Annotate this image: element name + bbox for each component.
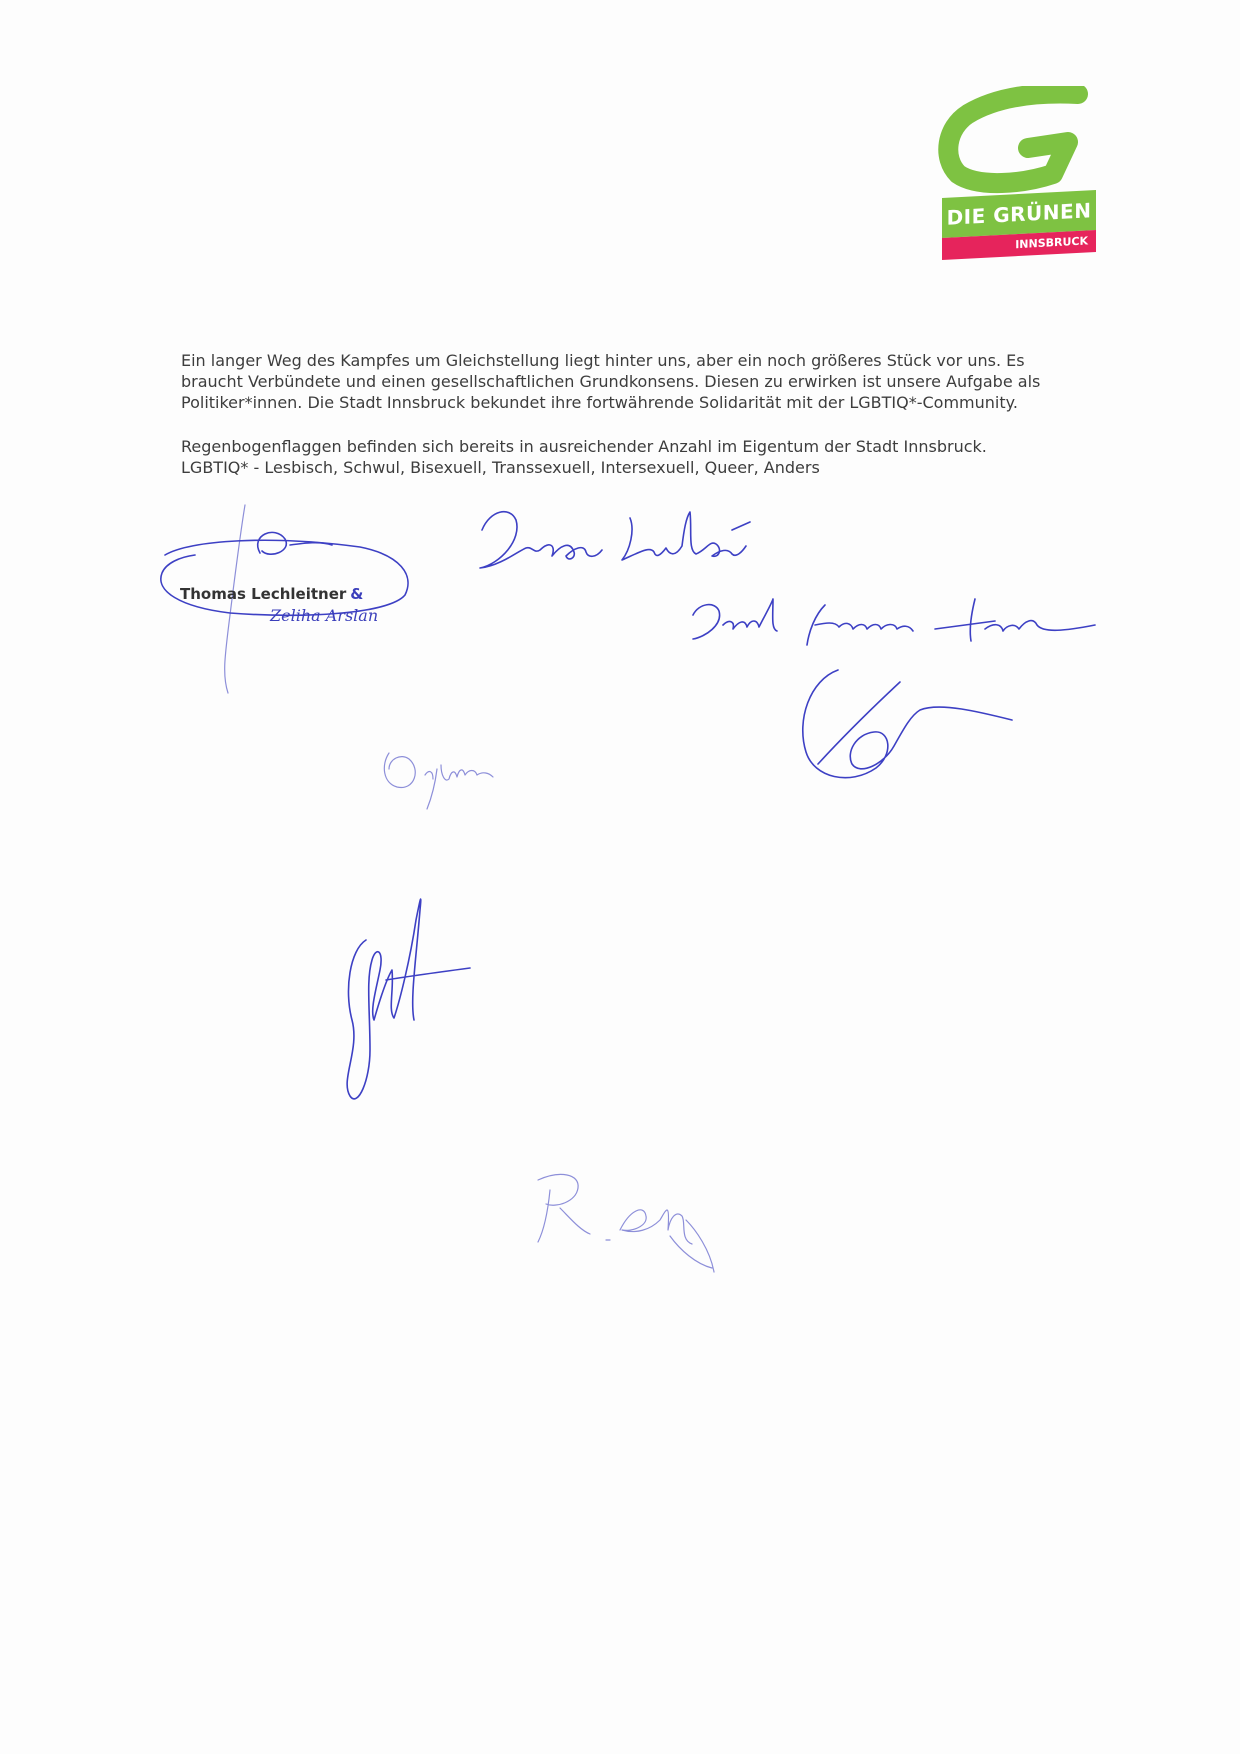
logo-party-name: DIE GRÜNEN (942, 190, 1096, 238)
signature-tall (330, 880, 490, 1105)
signature-top-middle (470, 500, 790, 595)
printed-signer-name: Thomas Lechleitner (180, 585, 347, 603)
document-body (181, 350, 1121, 501)
party-logo (928, 86, 1108, 261)
signature-right-long (685, 585, 1105, 660)
logo-city-name: INNSBRUCK (942, 230, 1096, 260)
signature-bottom (520, 1160, 740, 1295)
text-line: Ein langer Weg des Kampfes um Gleichstellung liegt hinter uns, aber ein noch größeres Stück vor uns. Es (181, 351, 1025, 370)
signature-name-printed (180, 585, 363, 603)
signature-handwritten-name: Zeliha Arslan (270, 606, 379, 625)
text-line: Politiker*innen. Die Stadt Innsbruck bekundet ihre fortwährende Solidarität mit der LGBTIQ*-Community. (181, 393, 1018, 412)
logo-g-mark (928, 86, 1108, 206)
signature-ampersand: & (350, 585, 364, 603)
text-line: braucht Verbündete und einen gesellschaftlichen Grundkonsens. Diesen zu erwirken ist unsere Aufgabe als (181, 372, 1041, 391)
text-line: Regenbogenflaggen befinden sich bereits in ausreichender Anzahl im Eigentum der Stadt Innsbruck. (181, 437, 987, 456)
signature-right-loop (790, 660, 1020, 795)
paragraph-flags (181, 436, 1121, 478)
text-line: LGBTIQ* - Lesbisch, Schwul, Bisexuell, Transsexuell, Intersexuell, Queer, Anders (181, 458, 820, 477)
paragraph-solidarity (181, 350, 1121, 413)
signature-faint-middle (375, 735, 585, 820)
